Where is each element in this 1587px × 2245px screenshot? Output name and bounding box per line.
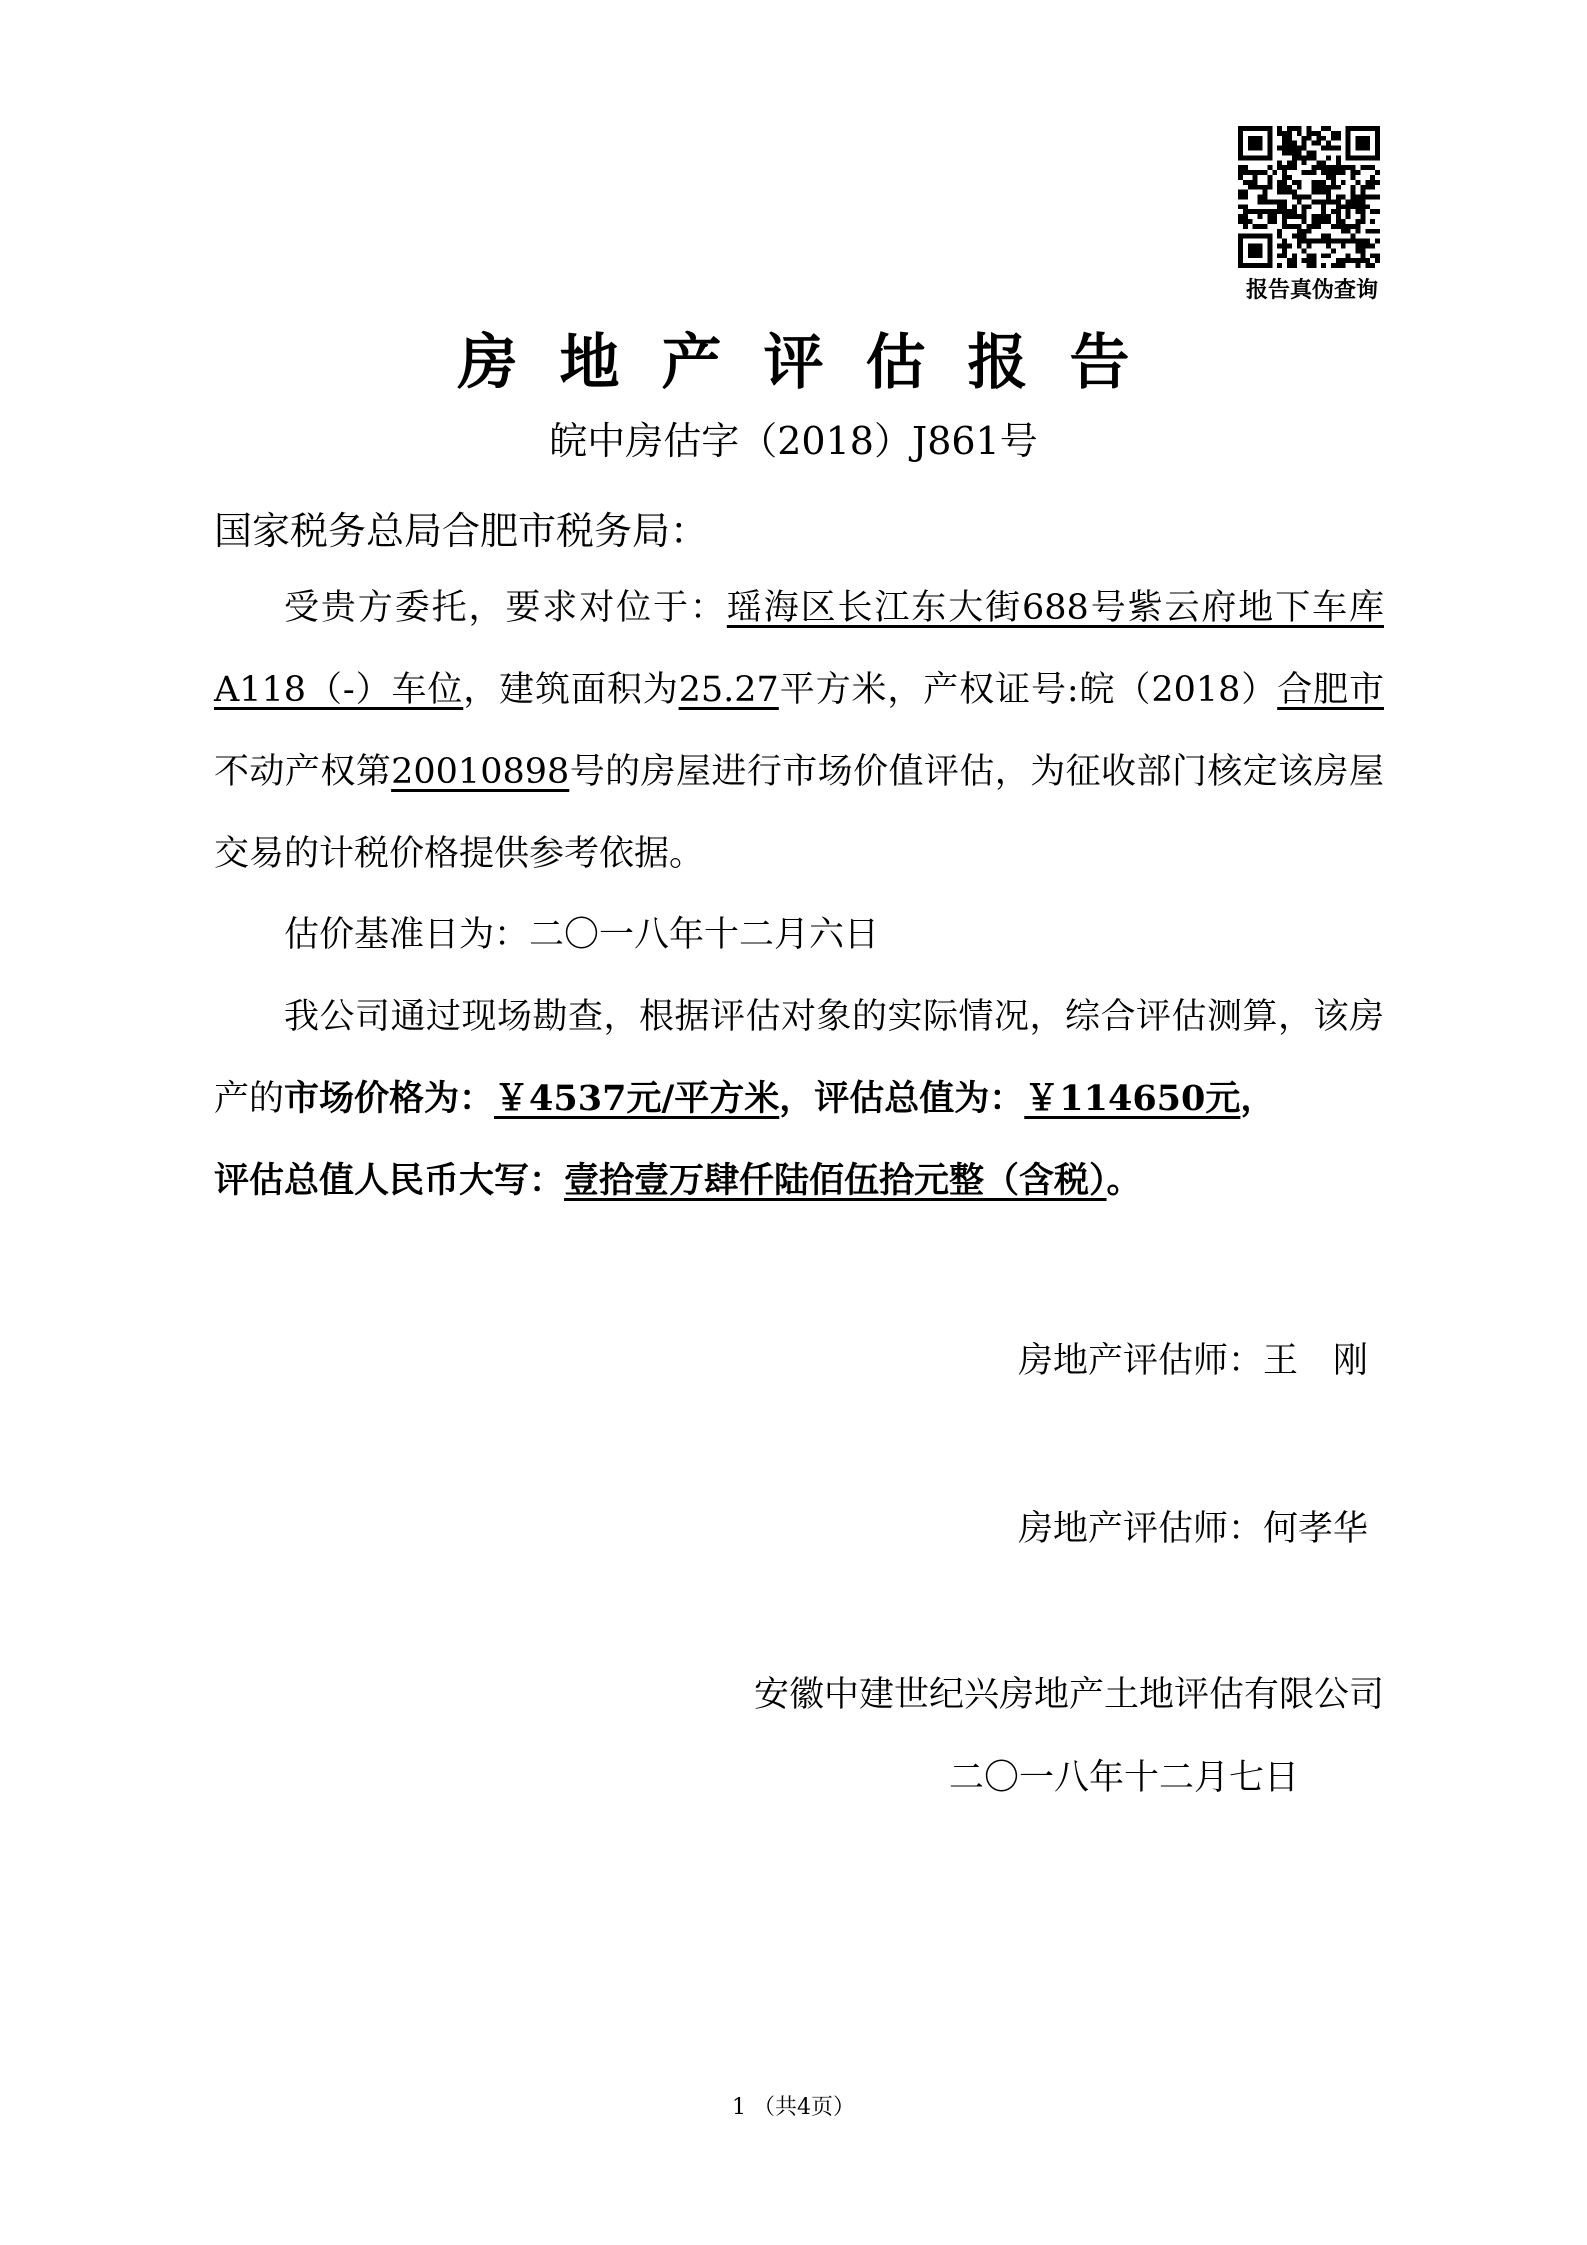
market-price: ￥4537元/平方米	[494, 1078, 780, 1119]
words-label: 评估总值人民币大写：	[214, 1160, 565, 1201]
text-segment: 受贵方委托，要求对位于：	[284, 588, 727, 628]
text-segment: 号的房屋进行市场价值评估，为征收部门核定该房屋交易的计税价格提供参考依据。	[214, 752, 1384, 874]
valuation-date: 估价基准日为：二〇一八年十二月六日	[284, 915, 880, 955]
text-segment: 平方米，产权证号:皖（2018）	[778, 670, 1278, 710]
certificate-number: 20010898	[391, 752, 570, 792]
text-segment: 。	[1106, 1160, 1142, 1201]
total-label: 评估总值为：	[814, 1078, 1025, 1119]
total-in-words: 壹拾壹万肆仟陆佰伍拾元整（含税）	[564, 1160, 1107, 1201]
text-segment: ，	[779, 1078, 815, 1119]
appraiser-signature-2: 房地产评估师：何孝华	[1017, 1509, 1368, 1549]
commission-paragraph	[214, 567, 1384, 895]
qr-code	[1238, 126, 1380, 268]
document-number: 皖中房估字（2018）J861号	[549, 419, 1038, 463]
appraiser-signature-1: 房地产评估师：王 刚	[1017, 1341, 1368, 1381]
company-name: 安徽中建世纪兴房地产土地评估有限公司	[753, 1675, 1384, 1715]
property-address: 瑶海区长江东大街688号紫云府地下车库A118（-）车位	[214, 588, 1384, 710]
issue-date: 二〇一八年十二月七日	[948, 1758, 1299, 1798]
total-value: ￥114650元	[1024, 1078, 1241, 1119]
text-segment: 我公司通过现场勘查，根据评估对象的实际情况，综合评估测算，该房产的	[214, 997, 1384, 1119]
text-segment: ，建筑面积为	[463, 670, 679, 710]
result-paragraph	[214, 976, 1384, 1222]
building-area: 25.27	[678, 670, 779, 710]
price-label: 市场价格为：	[284, 1078, 495, 1119]
cert-city: 合肥市	[1277, 670, 1384, 710]
text-segment: 不动产权第	[214, 752, 392, 792]
page-footer: 1 （共4页）	[732, 2095, 855, 2120]
qr-caption: 报告真伪查询	[1245, 278, 1378, 303]
report-title: 房地产评估报告	[457, 328, 1172, 398]
addressee: 国家税务总局合肥市税务局：	[214, 509, 709, 553]
text-segment: ，	[1240, 1078, 1276, 1119]
